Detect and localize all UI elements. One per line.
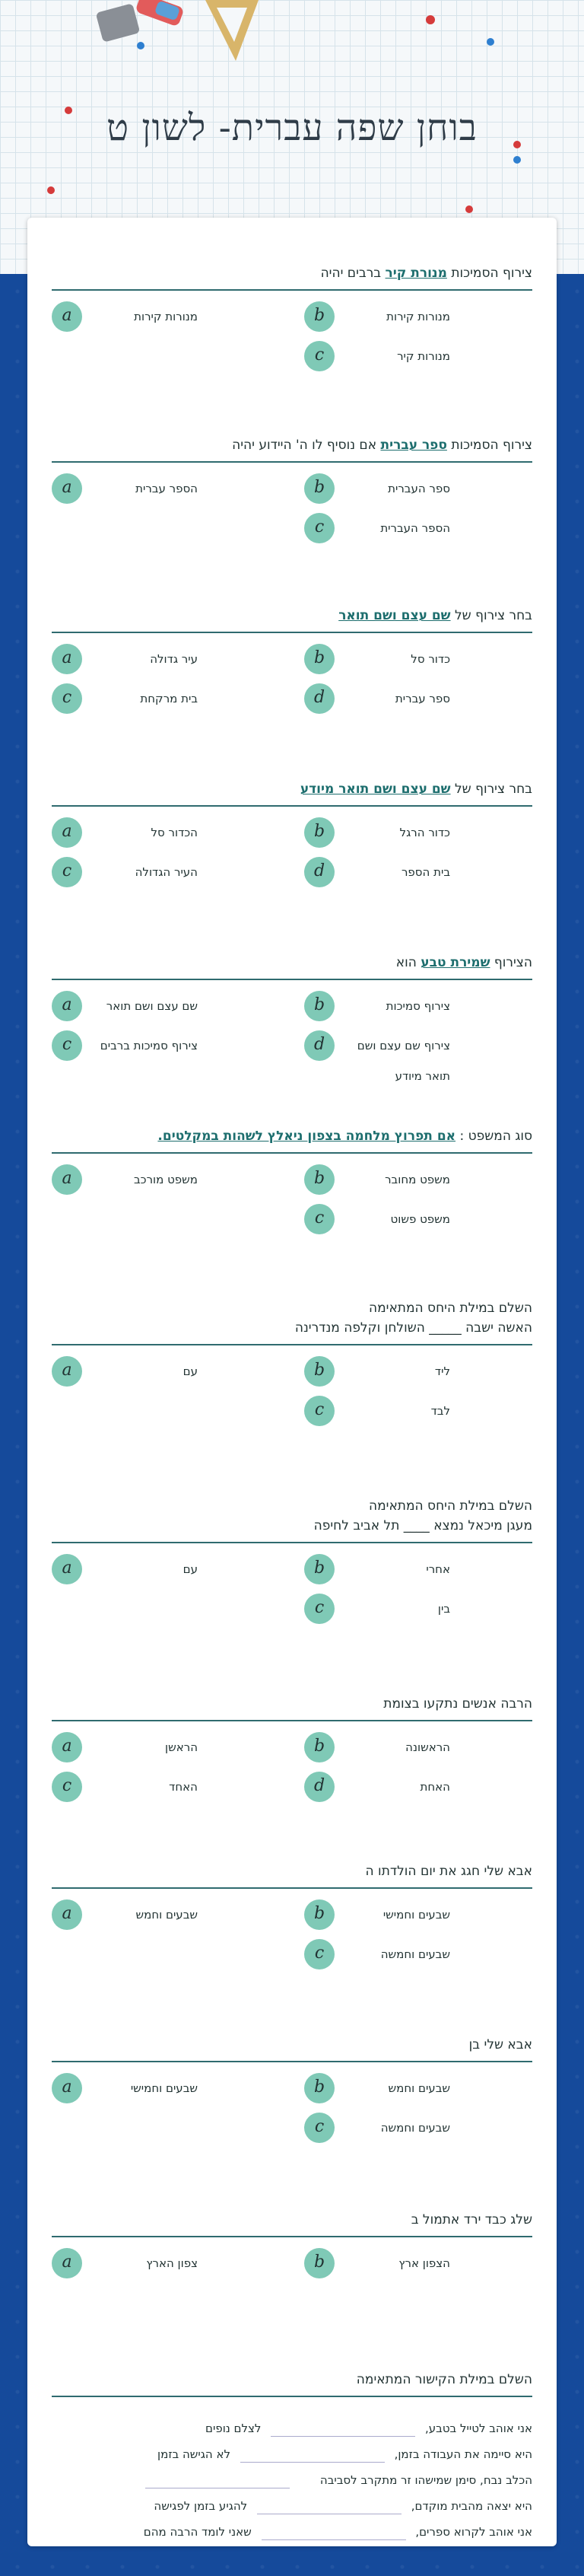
question-divider [52, 1152, 532, 1154]
question-text-highlight: אם תפרוץ מלחמה בצפון ניאלץ לשהות במקלטים. [157, 1129, 456, 1144]
fill-in-text-before: אני אוהב לטייל בטבע, [421, 2422, 532, 2435]
option-a[interactable] [52, 1899, 280, 1930]
option-letter-badge[interactable]: d [304, 1772, 335, 1802]
question-7 [52, 1298, 532, 1440]
option-letter-badge[interactable]: c [304, 2113, 335, 2143]
question-text [52, 1694, 532, 1714]
question-text-after: אם נוסיף לו ה' היידוע יהיה [232, 438, 381, 453]
option-letter-badge[interactable]: c [52, 1772, 82, 1802]
question-text-plain: צירוף הסמיכות [446, 266, 532, 281]
option-letter-badge[interactable]: a [52, 1732, 82, 1762]
option-c[interactable] [304, 1396, 532, 1426]
option-b[interactable] [304, 991, 532, 1021]
question-divider [52, 2061, 532, 2062]
fill-in-text-after: שאני לומד הרבה מהם [143, 2525, 256, 2539]
option-letter-badge[interactable]: a [52, 991, 82, 1021]
question-divider [52, 1887, 532, 1889]
options-group [52, 644, 532, 728]
option-label: בית מרקחת [140, 692, 198, 705]
option-label: הכדור סל [151, 826, 198, 839]
question-text [52, 606, 532, 626]
option-label: מנורות קירות [386, 310, 450, 323]
question-text-plain: השלם במילת היחס המתאימה [368, 1301, 532, 1316]
fill-in-text-before: הכלב נבח, סימן שמישהו זר מתקרב לסביבה [319, 2473, 532, 2487]
option-letter-badge[interactable]: b [304, 473, 335, 504]
option-label: ליד [434, 1364, 450, 1378]
option-label: שבעים וחמשה [380, 1947, 450, 1961]
option-b[interactable] [304, 1554, 532, 1584]
page-title-wrap [0, 107, 584, 167]
option-b[interactable] [304, 1732, 532, 1762]
fill-in-title: השלם במילת הקישור המתאימה [356, 2372, 532, 2387]
option-c[interactable] [52, 683, 280, 714]
option-letter-badge[interactable]: a [52, 473, 82, 504]
option-b[interactable] [304, 473, 532, 504]
option-label: ספר העברית [388, 482, 450, 495]
option-c[interactable] [304, 341, 532, 371]
option-label: הספר עברית [135, 482, 198, 495]
options-group [52, 473, 532, 557]
option-letter-badge[interactable]: b [304, 1899, 335, 1930]
option-a[interactable] [52, 1356, 280, 1387]
question-text [52, 2210, 532, 2230]
question-text-after: ברבים יהיה [320, 266, 386, 281]
option-label: עם [182, 1364, 198, 1378]
option-label: העיר הגדולה [135, 865, 198, 879]
question-divider [52, 805, 532, 807]
option-d[interactable] [304, 857, 532, 887]
options-group [52, 817, 532, 901]
option-b[interactable] [304, 644, 532, 674]
option-a[interactable] [52, 301, 280, 332]
question-8 [52, 1496, 532, 1638]
option-letter-badge[interactable]: c [304, 1396, 335, 1426]
option-letter-badge[interactable]: b [304, 991, 335, 1021]
option-b[interactable] [304, 1356, 532, 1387]
question-text [52, 1861, 532, 1881]
option-label: שבעים וחמש [135, 1908, 198, 1922]
question-10 [52, 1861, 532, 1983]
option-label: צפון הארץ [146, 2256, 198, 2270]
question-divider [52, 461, 532, 463]
question-divider [52, 289, 532, 291]
options-group [52, 1164, 532, 1248]
option-letter-badge[interactable]: b [304, 301, 335, 332]
option-label: הראשונה [405, 1740, 450, 1754]
question-text-plain: סוג המשפט : [455, 1129, 532, 1144]
fill-in-text-after: להגיע בזמן לפגישה [154, 2499, 251, 2513]
option-letter-badge[interactable]: c [304, 1204, 335, 1234]
question-text-highlight: מנורת קיר [385, 266, 447, 281]
dot-decoration [487, 38, 494, 46]
option-label: לבד [430, 1404, 450, 1418]
option-b[interactable] [304, 301, 532, 332]
question-text-plain: אבא שלי חגג את יום הולדתו ה [365, 1864, 532, 1879]
fill-in-section [52, 2370, 532, 2408]
fill-in-text-before: היא סיימה את העבודה בזמן, [390, 2447, 532, 2461]
option-b[interactable] [304, 1899, 532, 1930]
option-letter-badge[interactable]: b [304, 2073, 335, 2103]
option-c[interactable] [52, 857, 280, 887]
option-letter-badge[interactable]: a [52, 644, 82, 674]
question-text-plain: אבא שלי בן [468, 2037, 532, 2052]
question-text [52, 1298, 532, 1318]
question-text [52, 779, 532, 799]
option-a[interactable] [52, 817, 280, 848]
fill-in-row [52, 2443, 532, 2466]
dot-decoration [137, 42, 144, 49]
fill-in-text-after: לצלם נופים [205, 2422, 265, 2435]
option-letter-badge[interactable]: d [304, 857, 335, 887]
option-a[interactable] [52, 2248, 280, 2278]
option-letter-badge[interactable]: c [52, 1030, 82, 1061]
option-letter-badge[interactable]: a [52, 1554, 82, 1584]
question-divider [52, 2236, 532, 2237]
question-divider [52, 1542, 532, 1543]
question-text-highlight: ספר עברית [380, 438, 447, 453]
question-text-plain: בחר צירוף של [450, 608, 532, 623]
option-letter-badge[interactable]: a [52, 1164, 82, 1195]
question-divider [52, 1720, 532, 1721]
option-label: מנורות קיר [397, 349, 450, 363]
option-letter-badge[interactable]: b [304, 2248, 335, 2278]
option-label: צירוף שם עצם ושם תואר מיודע [357, 1039, 450, 1083]
option-c[interactable] [304, 2113, 532, 2143]
option-label: שבעים וחמישי [130, 2081, 198, 2095]
question-text-plain: צירוף הסמיכות [446, 438, 532, 453]
option-label: עיר גדולה [150, 652, 198, 666]
option-label: משפט מורכב [133, 1173, 198, 1186]
option-d[interactable] [304, 1772, 532, 1802]
fill-in-text-before: אני אוהב לקרוא ספרים, [411, 2525, 532, 2539]
option-label: הספר העברית [380, 521, 450, 535]
option-b[interactable] [304, 817, 532, 848]
options-group [52, 1732, 532, 1816]
option-letter-badge[interactable]: b [304, 644, 335, 674]
options-group [52, 2073, 532, 2157]
option-label: האחת [420, 1780, 450, 1794]
option-letter-badge[interactable]: c [304, 1939, 335, 1969]
option-letter-badge[interactable]: c [304, 341, 335, 371]
option-c[interactable] [304, 513, 532, 543]
dot-decoration [465, 205, 473, 213]
option-label: מנורות קירות [134, 310, 198, 323]
option-label: אחרי [426, 1562, 450, 1576]
options-group [52, 1554, 532, 1638]
option-letter-badge[interactable]: b [304, 1732, 335, 1762]
fill-in-blank-input[interactable] [240, 2447, 385, 2463]
option-letter-badge[interactable]: a [52, 301, 82, 332]
question-text-plain: שלג כבד ירד אתמול ב [411, 2212, 532, 2227]
question-text-plain: השלם במילת היחס המתאימה [368, 1498, 532, 1514]
option-a[interactable] [52, 991, 280, 1021]
option-label: צירוף סמיכות [386, 999, 450, 1013]
option-label: בין [437, 1602, 450, 1616]
option-letter-badge[interactable]: c [304, 513, 335, 543]
fill-in-text-after: לא הגישה בזמן [157, 2447, 234, 2461]
option-letter-badge[interactable]: a [52, 1899, 82, 1930]
option-letter-badge[interactable]: a [52, 2248, 82, 2278]
fill-in-divider [52, 2396, 532, 2397]
question-text [52, 953, 532, 973]
question-text-highlight: שמירת טבע [421, 955, 490, 970]
option-label: בית הספר [401, 865, 450, 879]
option-d[interactable] [304, 683, 532, 714]
question-text [52, 2035, 532, 2055]
question-text-highlight: שם עצם ושם תואר [338, 608, 451, 623]
option-c[interactable] [304, 1594, 532, 1624]
question-text-line2: האשה ישבה _____ השולחן וקלפה מנדרינה [294, 1320, 532, 1336]
option-a[interactable] [52, 1164, 280, 1195]
option-letter-badge[interactable]: d [304, 683, 335, 714]
question-12 [52, 2210, 532, 2332]
option-label: הצפון ארץ [398, 2256, 450, 2270]
option-b[interactable] [304, 1164, 532, 1195]
fill-in-row [52, 2520, 532, 2543]
school-supplies-decoration [84, 0, 259, 68]
question-text-plain: הצירוף [490, 955, 532, 970]
option-label: ספר עברית [395, 692, 450, 705]
option-label: משפט פשוט [390, 1212, 450, 1226]
fill-in-row [52, 2417, 532, 2440]
question-5 [52, 953, 532, 1083]
option-label: כדור הרגל [399, 826, 450, 839]
options-group [52, 1899, 532, 1983]
question-text [52, 1126, 532, 1146]
fill-in-blank-input[interactable] [257, 2499, 402, 2514]
dot-decoration [426, 15, 435, 24]
fill-in-blank-input[interactable] [145, 2473, 290, 2488]
question-text [52, 435, 532, 455]
question-text-plain: הרבה אנשים נתקעו בצומת [383, 1696, 532, 1711]
question-text-plain: בחר צירוף של [450, 782, 532, 797]
option-label: האחד [169, 1780, 198, 1794]
option-a[interactable] [52, 1732, 280, 1762]
question-1 [52, 263, 532, 385]
option-c[interactable] [52, 1772, 280, 1802]
option-label: צירוף סמיכות ברבים [100, 1039, 198, 1052]
option-c[interactable] [52, 1030, 280, 1061]
option-a[interactable] [52, 2073, 280, 2103]
option-letter-badge[interactable]: b [304, 817, 335, 848]
option-label: משפט מחובר [385, 1173, 450, 1186]
option-letter-badge[interactable]: a [52, 817, 82, 848]
question-text-line2: מעגן מיכאל נמצא ____ תל אביב לחיפה [313, 1518, 532, 1533]
question-9 [52, 1694, 532, 1816]
question-text [52, 263, 532, 283]
option-c[interactable] [304, 1939, 532, 1969]
option-letter-badge[interactable]: d [304, 1030, 335, 1061]
question-text-after: הוא [395, 955, 421, 970]
fill-in-blank-input[interactable] [271, 2422, 415, 2437]
option-letter-badge[interactable]: b [304, 1164, 335, 1195]
option-a[interactable] [52, 473, 280, 504]
option-label: הראשן [164, 1740, 198, 1754]
option-letter-badge[interactable]: c [52, 683, 82, 714]
dot-decoration [47, 186, 55, 194]
option-letter-badge[interactable]: a [52, 1356, 82, 1387]
option-letter-badge[interactable]: a [52, 2073, 82, 2103]
fill-in-blank-input[interactable] [262, 2525, 406, 2540]
question-text-highlight: שם עצם ושם תואר מיודע [300, 782, 451, 797]
question-divider [52, 1344, 532, 1345]
option-d[interactable] [304, 1030, 532, 1083]
option-b[interactable] [304, 2248, 532, 2278]
quiz-card [27, 218, 557, 2546]
question-divider [52, 979, 532, 980]
option-label: שם עצם ושם תואר [106, 999, 198, 1013]
option-label: שבעים וחמש [388, 2081, 450, 2095]
option-b[interactable] [304, 2073, 532, 2103]
option-letter-badge[interactable]: b [304, 1554, 335, 1584]
fill-in-text-before: היא יצאה מהבית מוקדם, [407, 2499, 532, 2513]
option-a[interactable] [52, 1554, 280, 1584]
option-label: שבעים וחמישי [382, 1908, 450, 1922]
option-letter-badge[interactable]: b [304, 1356, 335, 1387]
options-group [52, 991, 532, 1083]
option-label: שבעים וחמשה [380, 2121, 450, 2135]
options-group [52, 301, 532, 385]
options-group [52, 1356, 532, 1440]
question-6 [52, 1126, 532, 1248]
option-label: כדור סל [411, 652, 450, 666]
page-title: בוחן שפה עברית- לשון ט [106, 107, 478, 149]
option-letter-badge[interactable]: c [52, 857, 82, 887]
question-11 [52, 2035, 532, 2157]
option-c[interactable] [304, 1204, 532, 1234]
question-divider [52, 632, 532, 633]
fill-in-row [52, 2495, 532, 2517]
option-label: עם [182, 1562, 198, 1576]
question-4 [52, 779, 532, 901]
question-text [52, 1496, 532, 1516]
fill-in-row [52, 2469, 532, 2492]
question-3 [52, 606, 532, 728]
question-2 [52, 435, 532, 557]
option-a[interactable] [52, 644, 280, 674]
options-group [52, 2248, 532, 2332]
option-letter-badge[interactable]: c [304, 1594, 335, 1624]
